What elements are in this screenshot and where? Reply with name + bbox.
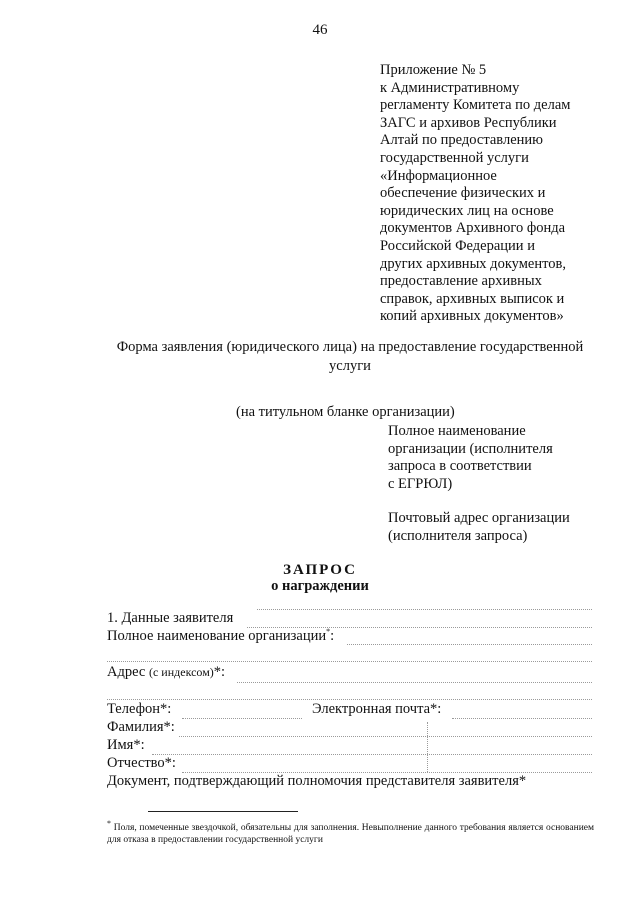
authority-document-label: Документ, подтверждающий полномочия представителя заявителя* (107, 773, 527, 789)
appendix-line: копий архивных документов» (380, 308, 564, 325)
appendix-line: к Административному (380, 79, 520, 96)
request-subtitle: о награждении (271, 578, 369, 594)
address-line: (исполнителя запроса) (388, 527, 528, 544)
org-name-label: Полное наименование организации*: (107, 627, 335, 644)
field-divider (427, 722, 428, 772)
footnote-separator (148, 811, 298, 812)
first-name-label: Имя*: (107, 737, 145, 753)
postal-address-block (388, 510, 570, 545)
appendix-line: справок, архивных выписок и (380, 290, 565, 307)
org-line: Полное наименование (388, 423, 526, 439)
address-field-cont[interactable] (107, 699, 592, 700)
address-label: Адрес (с индексом)*: (107, 664, 226, 680)
last-name-label: Фамилия*: (107, 719, 175, 735)
org-line: запроса в соответствии (388, 458, 532, 474)
page-number: 46 (312, 22, 328, 38)
appendix-line: Российской Федерации и (380, 237, 535, 254)
first-name-field[interactable] (152, 754, 592, 755)
appendix-line: юридических лиц на основе (380, 202, 554, 219)
address-field[interactable] (237, 682, 592, 683)
patronymic-label: Отчество*: (107, 755, 176, 771)
form-title-line: Форма заявления (юридического лица) на предоставление государственной (116, 339, 584, 355)
org-line: организации (исполнителя (388, 440, 553, 457)
appendix-line: других архивных документов, (380, 255, 566, 272)
applicant-data-label: 1. Данные заявителя (107, 610, 234, 626)
footnote-text: Поля, помеченные звездочкой, обязательны для заполнения. Невыполнение данного требования является основанием для отказа в предоставлении государственной услуги (107, 823, 595, 846)
request-title: ЗАПРОС (283, 562, 357, 578)
footnote-mark: * (107, 819, 111, 828)
appendix-line: документов Архивного фонда (380, 220, 566, 237)
email-field[interactable] (452, 718, 592, 719)
email-label: Электронная почта*: (312, 701, 442, 717)
appendix-line: ЗАГС и архивов Республики (380, 114, 557, 131)
address-line: Почтовый адрес организации (388, 510, 570, 526)
org-line: с ЕГРЮЛ) (388, 475, 453, 492)
appendix-line: регламенту Комитета по делам (380, 97, 571, 114)
last-name-field[interactable] (179, 736, 592, 737)
appendix-line: государственной услуги (380, 149, 529, 166)
org-name-field-cont[interactable] (107, 661, 592, 662)
appendix-line: предоставление архивных (380, 273, 542, 290)
phone-label: Телефон*: (107, 701, 172, 717)
form-title-line: услуги (329, 358, 371, 374)
phone-field[interactable] (182, 718, 302, 719)
organization-name-block (388, 423, 553, 493)
appendix-line: обеспечение физических и (380, 185, 546, 202)
letterhead-note: (на титульном бланке организации) (236, 404, 455, 420)
org-name-field[interactable] (347, 644, 592, 645)
form-title (100, 338, 600, 376)
appendix-heading (380, 62, 620, 326)
appendix-line: «Информационное (380, 167, 497, 184)
footnote (107, 818, 594, 846)
fill-line (257, 609, 592, 610)
appendix-line: Приложение № 5 (380, 62, 487, 78)
appendix-line: Алтай по предоставлению (380, 132, 543, 149)
